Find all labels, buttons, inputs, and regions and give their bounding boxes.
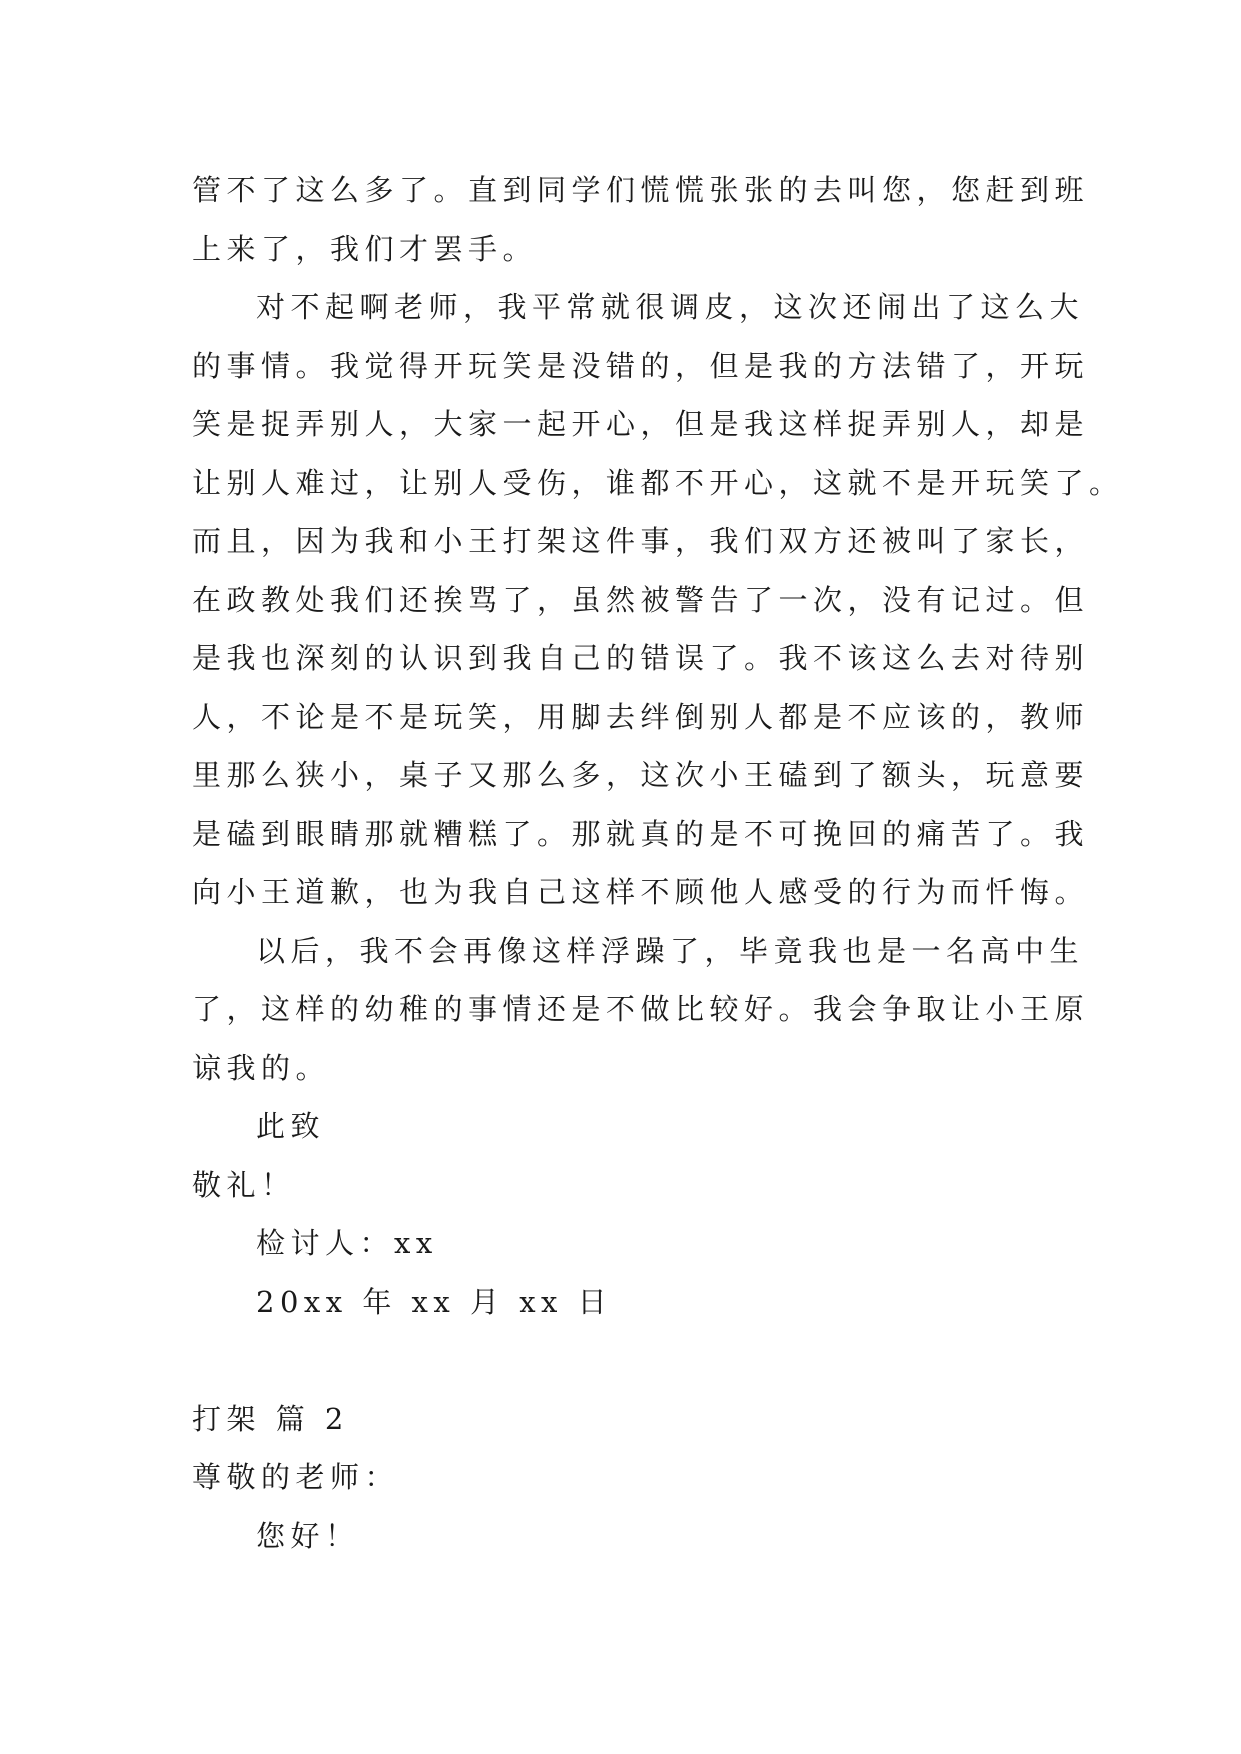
text-line: 向小王道歉，也为我自己这样不顾他人感受的行为而忏悔。 <box>192 875 1090 909</box>
text-line: 是我也深刻的认识到我自己的错误了。我不该这么去对待别 <box>192 641 1090 675</box>
text-line: 谅我的。 <box>192 1050 331 1085</box>
text-line: 让别人难过，让别人受伤，谁都不开心，这就不是开玩笑了。 <box>192 465 1124 500</box>
text-line: 以后，我不会再像这样浮躁了，毕竟我也是一名高中生 <box>256 933 1085 968</box>
text-line: 了，这样的幼稚的事情还是不做比较好。我会争取让小王原 <box>192 992 1090 1026</box>
text-line: 人，不论是不是玩笑，用脚去绊倒别人都是不应该的，教师 <box>192 699 1090 734</box>
text-line: 20xx 年 xx 月 xx 日 <box>256 1284 613 1319</box>
text-line: 里那么狭小，桌子又那么多，这次小王磕到了额头，玩意要 <box>192 758 1090 792</box>
text-line: 您好！ <box>256 1518 360 1553</box>
text-line: 此致 <box>256 1109 326 1143</box>
text-line: 对不起啊老师，我平常就很调皮，这次还闹出了这么大 <box>256 290 1085 324</box>
text-line: 管不了这么多了。直到同学们慌慌张张的去叫您，您赶到班 <box>192 173 1090 207</box>
text-line: 检讨人：xx <box>256 1226 438 1260</box>
text-line: 敬礼！ <box>192 1167 296 1202</box>
text-line: 是磕到眼睛那就糟糕了。那就真的是不可挽回的痛苦了。我 <box>192 816 1090 851</box>
text-line: 尊敬的老师： <box>192 1460 400 1494</box>
text-line: 打架 篇 2 <box>192 1401 349 1436</box>
text-line: 而且，因为我和小王打架这件事，我们双方还被叫了家长， <box>192 524 1090 558</box>
text-line: 的事情。我觉得开玩笑是没错的，但是我的方法错了，开玩 <box>192 348 1090 383</box>
letter-body <box>192 161 1124 1565</box>
text-line: 笑是捉弄别人，大家一起开心，但是我这样捉弄别人，却是 <box>192 407 1090 441</box>
text-line: 上来了，我们才罢手。 <box>192 231 538 266</box>
blank-line <box>192 1331 1072 1390</box>
text-line: 在政教处我们还挨骂了，虽然被警告了一次，没有记过。但 <box>192 582 1090 617</box>
